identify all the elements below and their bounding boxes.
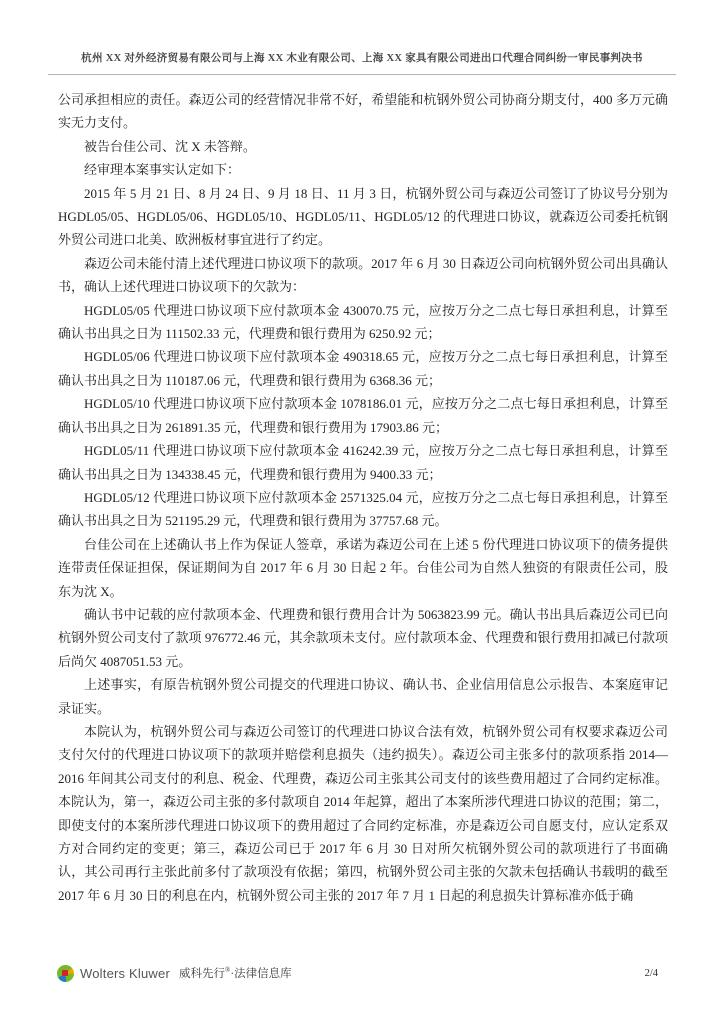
body-paragraph: HGDL05/05 代理进口协议项下应付款项本金 430070.75 元，应按万分之二点七每日承担利息，计算至确认书出具之日为 111502.33 元，代理费和银行费用为 6250.92 元； — [58, 302, 668, 342]
page-number: 2/4 — [644, 967, 658, 979]
body-paragraph: HGDL05/10 代理进口协议项下应付款项本金 1078186.01 元，应按万分之二点七每日承担利息，计算至确认书出具之日为 261891.35 元，代理费和银行费用为 17903.86 元； — [58, 396, 668, 435]
body-paragraph: 2015 年 5 月 21 日、8 月 24 日、9 月 18 日、11 月 3 日，杭钢外贸公司与森迈公司签订了协议号分别为 HGDL05/05、HGDL05/06、HGDL05/10、HGDL05/11、HGDL05/12 的代理进口协议，就森迈公司委托杭钢外贸公司进口北美、欧洲板材事宜进行了约定。 — [58, 185, 668, 248]
body-paragraph: 森迈公司未能付清上述代理进口协议项下的款项。2017 年 6 月 30 日森迈公司向杭钢外贸公司出具确认书，确认上述代理进口协议项下的欠款为： — [58, 255, 668, 295]
brand-lockup — [57, 965, 292, 982]
body-paragraph: 公司承担相应的责任。森迈公司的经营情况非常不好，希望能和杭钢外贸公司协商分期支付，400 多万元确实无力支付。 — [58, 92, 668, 131]
brand-product-name — [179, 965, 292, 981]
document-body — [58, 88, 668, 907]
body-paragraph: HGDL05/12 代理进口协议项下应付款项本金 2571325.04 元，应按万分之二点七每日承担利息，计算至确认书出具之日为 521195.29 元，代理费和银行费用为 37757.68 元。 — [58, 489, 668, 529]
body-paragraph: 本院认为，杭钢外贸公司与森迈公司签订的代理进口协议合法有效，杭钢外贸公司有权要求森迈公司支付欠付的代理进口协议项下的款项并赔偿利息损失（违约损失）。森迈公司主张多付的款项系指 2014—2016 年间其公司支付的利息、税金、代理费，森迈公司主张其公司支付的该些费用超过了合同约定标准。本院认为，第一，森迈公司主张的多付款项自 2014 年起算，超出了本案所涉代理进口协议的范围；第二，即使支付的本案所涉代理进口协议项下的费用超过了合同约定标准，亦是森迈公司自愿支付，应认定系双方对合同约定的变更；第三，森迈公司已于 2017 年 6 月 30 日对所欠杭钢外贸公司的款项进行了书面确认，其公司再行主张此前多付了款项没有依据；第四，杭钢外贸公司主张的欠款未包括确认书载明的截至 2017 年 6 月 30 日的利息在内，杭钢外贸公司主张的 2017 年 7 月 1 日起的利息损失计算标准亦低于确 — [58, 723, 668, 903]
brand-product-cn: 威科先行 — [178, 968, 225, 980]
body-paragraph: HGDL05/11 代理进口协议项下应付款项本金 416242.39 元，应按万分之二点七每日承担利息，计算至确认书出具之日为 134338.45 元，代理费和银行费用为 9400.33 元； — [58, 443, 668, 482]
registered-trademark-symbol: ® — [224, 966, 231, 975]
body-paragraph: 被告台佳公司、沈 X 未答辩。 — [84, 138, 256, 154]
brand-product-suffix: ·法律信息库 — [230, 968, 292, 980]
brand-name: Wolters Kluwer — [80, 965, 170, 981]
body-paragraph: HGDL05/06 代理进口协议项下应付款项本金 490318.65 元，应按万分之二点七每日承担利息，计算至确认书出具之日为 110187.06 元，代理费和银行费用为 6368.36 元； — [58, 349, 668, 388]
body-paragraph: 上述事实，有原告杭钢外贸公司提交的代理进口协议、确认书、企业信用信息公示报告、本案庭审记录证实。 — [58, 677, 668, 716]
body-paragraph: 确认书中记载的应付款项本金、代理费和银行费用合计为 5063823.99 元。确认书出具后森迈公司已向杭钢外贸公司支付了款项 976772.46 元，其余款项未支付。应付款项本金、代理费和银行费用扣减已付款项后尚欠 4087051.53 元。 — [58, 606, 668, 669]
page-footer — [57, 961, 666, 985]
body-paragraph: 经审理本案事实认定如下： — [84, 162, 241, 178]
document-title: 杭州 XX 对外经济贸易有限公司与上海 XX 木业有限公司、上海 XX 家具有限公司进出口代理合同纠纷一审民事判决书 — [48, 50, 676, 75]
body-paragraph: 台佳公司在上述确认书上作为保证人签章，承诺为森迈公司在上述 5 份代理进口协议项下的债务提供连带责任保证担保，保证期间为自 2017 年 6 月 30 日起 2 年。台佳公司为自然人独资的有限责任公司，股东为沈 X。 — [58, 536, 668, 599]
wolters-kluwer-logo-icon — [57, 965, 74, 982]
